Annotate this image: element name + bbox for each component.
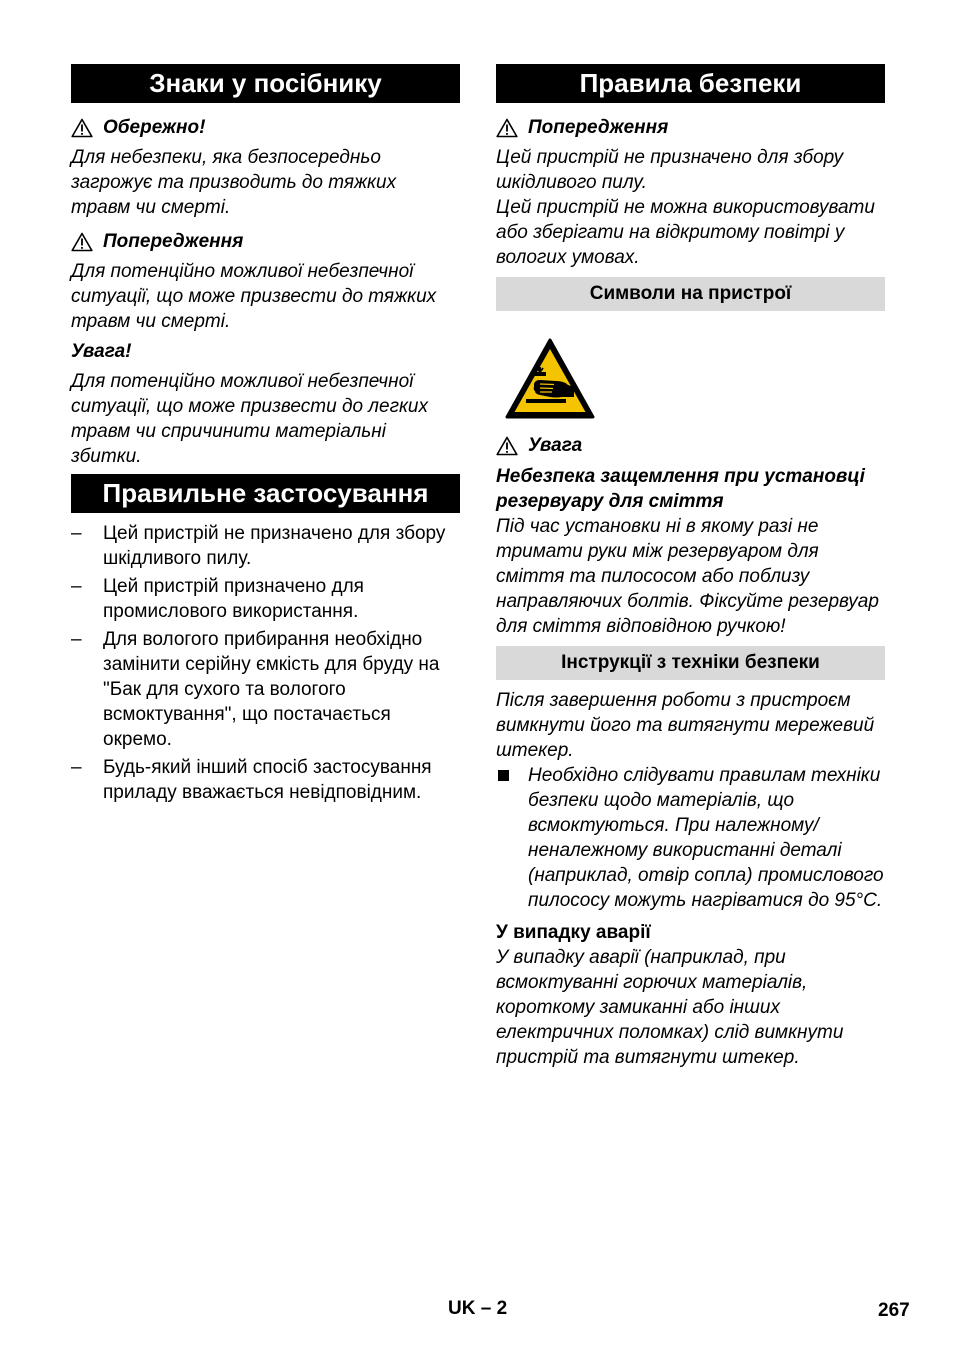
attention-label: Увага [528, 435, 583, 456]
right-column [496, 64, 885, 1070]
section-title-signs: Знаки у посібнику [71, 64, 460, 103]
list-item: – Цей пристрій не призначено для збору шкідливого пилу. [71, 523, 446, 569]
warning-triangle-icon [496, 436, 518, 456]
attention-text: Для потенційно можливої небезпечної ситуації, що може призвести до легких травм чи спричинити матеріальні збитки. [71, 371, 429, 467]
pinch-hazard-text: Під час установки ні в якому разі не тримати руки між резервуаром для сміття та пилососом або поблизу направляючих болтів. Фіксуйте резервуар для сміття відповідною ручкою! [496, 516, 879, 637]
warning-heading [71, 229, 460, 254]
caution-heading [71, 115, 460, 140]
bullet-square-icon [498, 770, 509, 781]
warning-triangle-icon [71, 118, 93, 138]
footer-lang-page: UK – 2 [448, 1298, 508, 1319]
warning-text-1: Цей пристрій не призначено для збору шкідливого пилу. [496, 147, 844, 193]
emergency-heading: У випадку аварії [496, 922, 651, 943]
caution-label: Обережно! [103, 117, 206, 138]
hand-crush-warning-sign [504, 337, 596, 421]
list-item: – Будь-який інший спосіб застосування приладу вважається невідповідним. [71, 757, 432, 803]
warning-heading [496, 115, 885, 140]
warning-label: Попередження [103, 231, 244, 252]
section-title-safety: Правила безпеки [496, 64, 885, 103]
warning-triangle-icon [71, 232, 93, 252]
emergency-text: У випадку аварії (наприклад, при всмоктуванні горючих матеріалів, короткому замиканні або інших електричних поломках) слід вимкнути пристрій та витягнути штекер. [496, 947, 844, 1068]
proper-use-list [71, 521, 460, 805]
safety-bullet-list [496, 763, 885, 913]
list-item: Необхідно слідувати правилам техніки безпеки щодо матеріалів, що всмоктуються. При належному/ неналежному використанні деталі (наприклад, отвір сопла) промислового пилососу можуть нагріватися до 95°C. [496, 763, 885, 913]
warning-triangle-icon [496, 118, 518, 138]
list-item: – Для вологого прибирання необхідно замінити серійну ємкість для бруду на "Бак для сухого та вологого всмоктування", що постачається окремо. [71, 629, 440, 750]
safety-text: Після завершення роботи з пристроєм вимкнути його та витягнути мережевий штекер. [496, 690, 875, 761]
left-column [71, 64, 460, 808]
attention-label: Увага! [71, 341, 132, 362]
subsection-title-symbols: Символи на пристрої [496, 277, 885, 311]
caution-text: Для небезпеки, яка безпосередньо загрожує та призводить до тяжких травм чи смерті. [71, 147, 397, 218]
list-item: – Цей пристрій призначено для промислового використання. [71, 576, 364, 622]
warning-label: Попередження [528, 117, 669, 138]
page-number: 267 [878, 1300, 910, 1321]
warning-text: Для потенційно можливої небезпечної ситуації, що може призвести до тяжких травм чи смерті. [71, 261, 437, 332]
subsection-title-safety-instructions: Інструкції з техніки безпеки [496, 646, 885, 680]
section-title-proper-use: Правильне застосування [71, 474, 460, 513]
pinch-hazard-heading: Небезпека защемлення при установці резервуару для сміття [496, 466, 865, 512]
warning-text-2: Цей пристрій не можна використовувати або зберігати на відкритому повітрі у вологих умовах. [496, 197, 875, 268]
attention-heading [496, 433, 885, 458]
